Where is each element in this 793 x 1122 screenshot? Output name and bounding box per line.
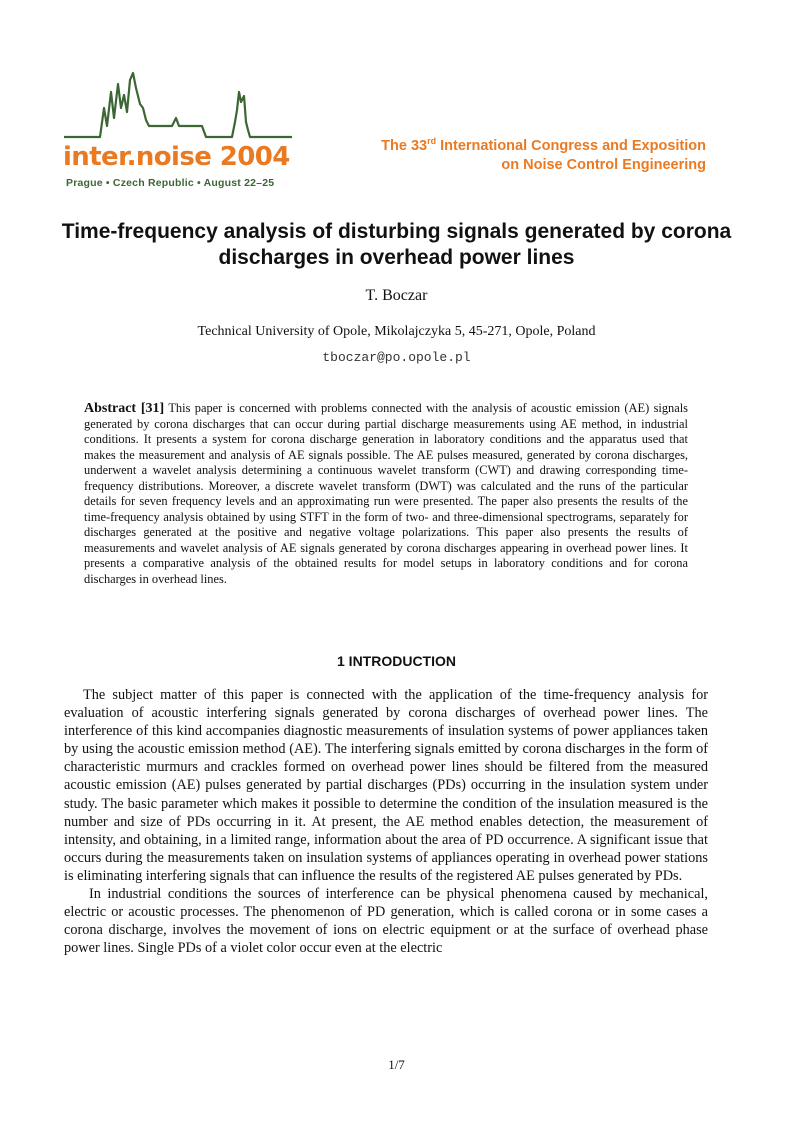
abstract-text: This paper is concerned with problems connected with the analysis of acoustic emission (AE) signals generated by corona discharges that can occur during partial discharge measurements using AE method, in industrial conditions. It presents a system for corona discharge generation in laboratory conditions and the apparatus used that makes the measurement and analysis of AE signals possible. The AE pulses measured, generated by corona discharges, underwent a wavelet analysis determining a continuous wavelet transform (CWT) and drawing corresponding time-frequency distributions. Moreover, a discrete wavelet transform (DWT) was calculated and the runs of the particular details for seven frequency levels and an approximating run were presented. The paper also presents the results of the time-frequency analysis obtained by using STFT in the form of two- and three-dimensional spectrograms, separately for discharges generated at the positive and negative voltage polarizations. This paper also presents the results of measurements and wavelet analysis of AE signals generated by corona discharges appearing in overhead power lines. It presents a comparative analysis of the obtained results for model setups in laboratory conditions and for corona discharges in overhead lines. bbox=[84, 401, 688, 586]
section-heading: 1 INTRODUCTION bbox=[337, 653, 456, 669]
congress-title bbox=[381, 137, 706, 175]
body-paragraph: In industrial conditions the sources of interference can be physical phenomena caused by mechanical, electric or acoustic processes. The phenomenon of PD generation, which is called corona or in some cases a corona discharge, involves the movement of ions on electric equipment or at the surface of overhead phase power lines. Single PDs of a violet color occur even at the electric bbox=[64, 886, 708, 957]
author-name: T. Boczar bbox=[365, 287, 428, 304]
author-affiliation: Technical University of Opole, Mikolajczyka 5, 45-271, Opole, Poland bbox=[197, 324, 596, 339]
body-paragraph: The subject matter of this paper is connected with the application of the time-frequency analysis for evaluation of acoustic interfering signals generated by corona discharges of overhead power lines. The interference of this kind accompanies diagnostic measurements of insulation systems of power appliances taken by using the acoustic emission method (AE). The interfering signals emitted by corona discharges in the form of characteristic murmurs and crackles formed on overhead power lines should be filtered from the measured acoustic emission (AE) pulses generated by partial discharges (PDs) occurring in the insulation system under study. The basic parameter which makes it possible to determine the condition of the insulation measured is the number and size of PDs occurring in it. At present, the AE method enables detection, the measurement of intensity, and obtaining, in a limited range, information about the area of PD occurrence. A significant issue that occurs during the measurements taken on insulation systems of appliances operating in overhead power stations is eliminating interfering signals that can influence the results of the registered AE pulses generated by PDs. bbox=[64, 687, 708, 884]
conference-logo bbox=[62, 68, 294, 192]
congress-line-1 bbox=[381, 137, 706, 156]
logo-tagline: Prague • Czech Republic • August 22–25 bbox=[66, 177, 275, 189]
paper-title: Time-frequency analysis of disturbing signals generated by corona discharges in overhead power lines bbox=[61, 220, 732, 269]
abstract-label: Abstract [31] bbox=[84, 401, 165, 416]
author-email: tboczar@po.opole.pl bbox=[322, 350, 471, 365]
congress-line-1-sup: rd bbox=[427, 136, 437, 146]
page-number: 1/7 bbox=[388, 1057, 405, 1072]
congress-line-1-post: International Congress and Exposition bbox=[436, 138, 706, 154]
abstract bbox=[84, 401, 688, 587]
congress-line-2: on Noise Control Engineering bbox=[501, 157, 706, 173]
skyline-waveform-icon bbox=[62, 68, 294, 148]
section-body bbox=[64, 686, 708, 957]
congress-line-1-pre: The 33 bbox=[381, 138, 428, 154]
logo-wordmark: inter.noise 2004 bbox=[63, 142, 290, 172]
